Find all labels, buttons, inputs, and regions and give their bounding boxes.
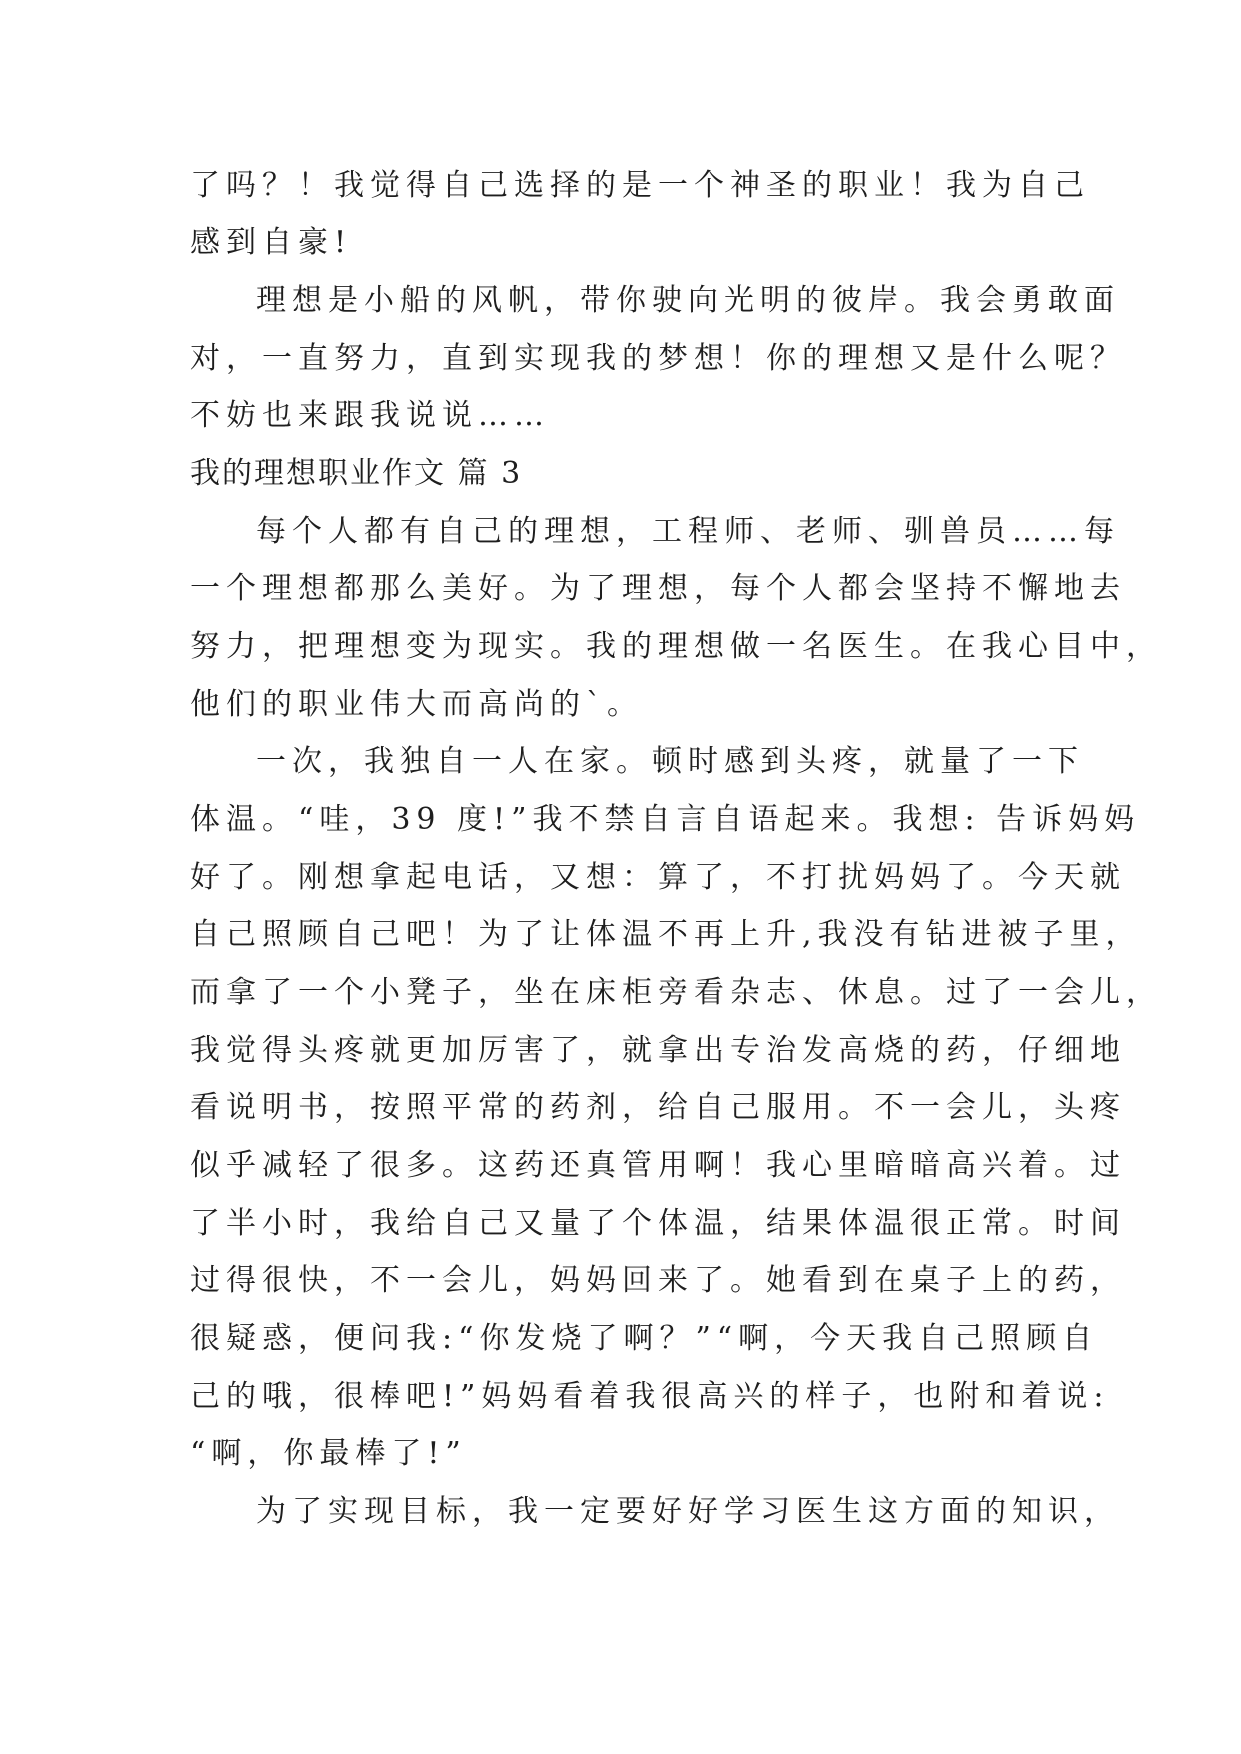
paragraph-first-line: 每个人都有自己的理想，工程师、老师、驯兽员……每	[256, 514, 1120, 549]
text-line: 感到自豪!	[190, 225, 353, 260]
text-line: “啊，你最棒了!”	[190, 1436, 467, 1471]
text-line: 体温。“哇，39 度!”我不禁自言自语起来。我想: 告诉妈妈	[190, 802, 1141, 837]
text-line: 己的哦，很棒吧!”妈妈看着我很高兴的样子，也附和着说:	[190, 1379, 1110, 1414]
text-line: 自己照顾自己吧！为了让体温不再上升,我没有钻进被子里，	[190, 917, 1142, 952]
paragraph-first-line: 理想是小船的风帆，带你驶向光明的彼岸。我会勇敢面	[256, 283, 1120, 318]
text-line: 我觉得头疼就更加厉害了，就拿出专治发高烧的药，仔细地	[190, 1033, 1126, 1068]
text-line: 好了。刚想拿起电话，又想：算了，不打扰妈妈了。今天就	[190, 860, 1126, 895]
text-line: 了半小时，我给自己又量了个体温，结果体温很正常。时间	[190, 1206, 1126, 1241]
text-line: 似乎减轻了很多。这药还真管用啊！我心里暗暗高兴着。过	[190, 1148, 1126, 1183]
section-heading: 我的理想职业作文 篇 3	[190, 456, 523, 491]
text-line: 努力，把理想变为现实。我的理想做一名医生。在我心目中，	[190, 629, 1162, 664]
paragraph-first-line: 一次，我独自一人在家。顿时感到头疼，就量了一下	[256, 744, 1084, 779]
text-line: 过得很快，不一会儿，妈妈回来了。她看到在桌子上的药，	[190, 1263, 1126, 1298]
text-line: 看说明书，按照平常的药剂，给自己服用。不一会儿，头疼	[190, 1090, 1126, 1125]
text-line: 不妨也来跟我说说……	[190, 398, 550, 433]
text-line: 了吗？！我觉得自己选择的是一个神圣的职业！我为自己	[190, 168, 1090, 203]
text-line: 而拿了一个小凳子，坐在床柜旁看杂志、休息。过了一会儿，	[190, 975, 1162, 1010]
text-line: 很疑惑，便问我:“你发烧了啊？”“啊，今天我自己照顾自	[190, 1321, 1099, 1356]
text-line: 一个理想都那么美好。为了理想，每个人都会坚持不懈地去	[190, 571, 1126, 606]
text-line: 对，一直努力，直到实现我的梦想！你的理想又是什么呢？	[190, 341, 1126, 376]
paragraph-first-line: 为了实现目标，我一定要好好学习医生这方面的知识，	[256, 1494, 1120, 1529]
text-line: 他们的职业伟大而高尚的`。	[190, 687, 643, 722]
